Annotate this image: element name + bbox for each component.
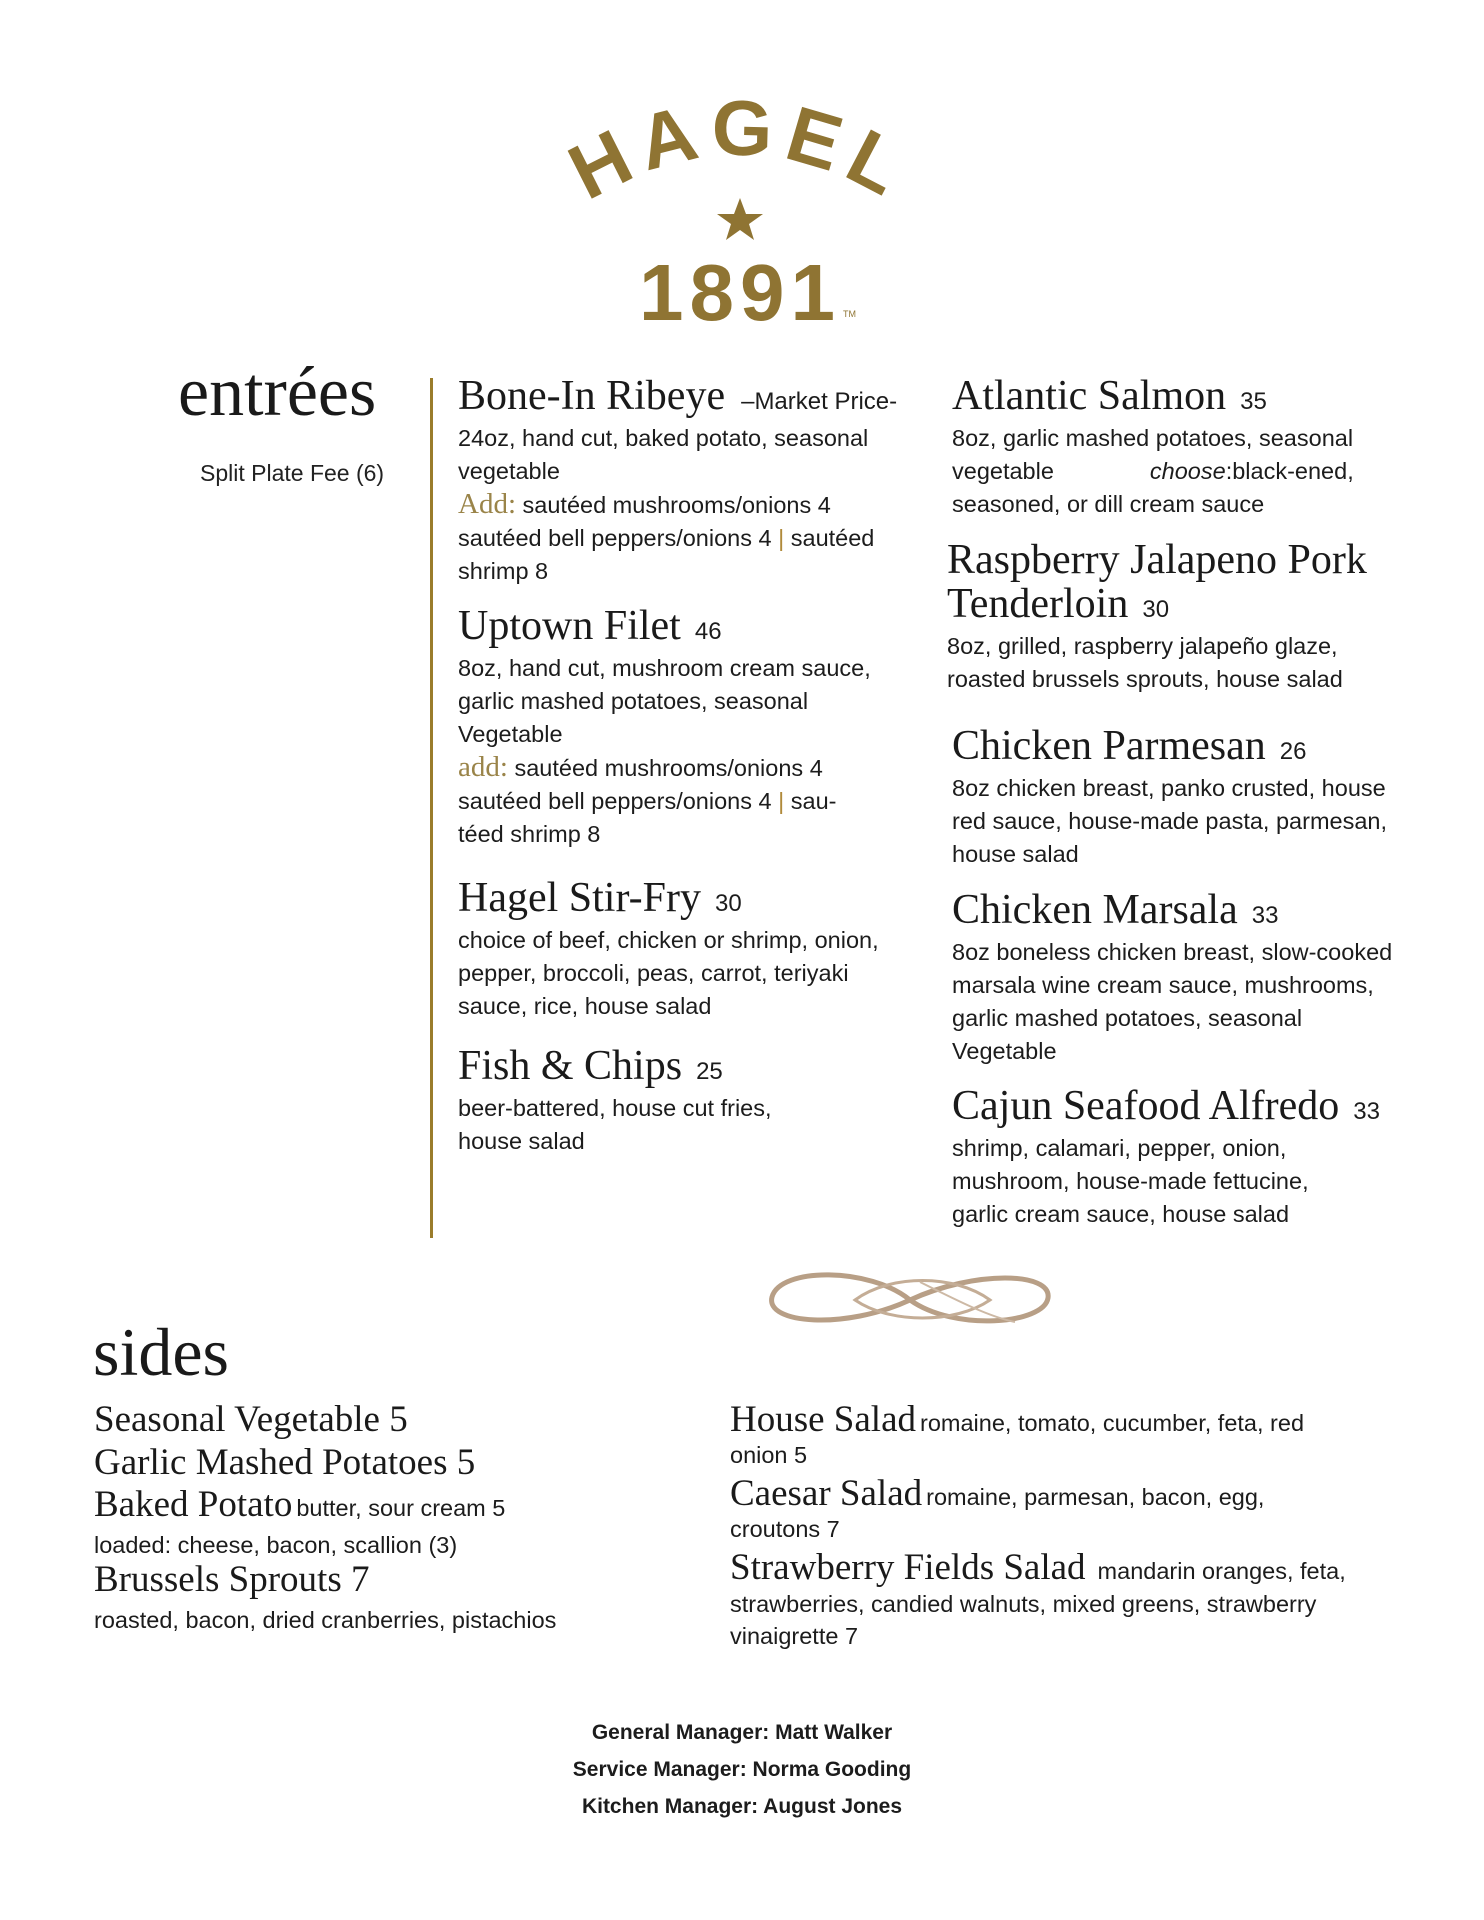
- item-desc: garlic cream sauce, house salad: [952, 1201, 1290, 1228]
- side-brussels-sprouts: Brussels Sprouts 7: [94, 1559, 370, 1600]
- side-name: Baked Potato: [94, 1484, 293, 1525]
- service-manager: Service Manager: Norma Gooding: [572, 1758, 912, 1781]
- side-house-salad: [730, 1400, 1304, 1441]
- svg-text:1891: 1891: [639, 248, 841, 335]
- item-price: 30: [714, 890, 742, 917]
- menu-item-uptown-filet: [458, 604, 918, 851]
- svg-text:TM: TM: [843, 309, 856, 319]
- add-option: sautéed mushrooms/onions 4: [514, 755, 823, 782]
- add-option: sautéed mushrooms/onions 4: [522, 492, 831, 519]
- item-name: Chicken Parmesan: [952, 723, 1266, 769]
- item-price: 33: [1251, 902, 1279, 929]
- item-desc: pepper, broccoli, peas, carrot, teriyaki: [458, 960, 849, 987]
- item-name: Bone-In Ribeye: [458, 373, 726, 419]
- add-option: sautéed bell peppers/onions 4: [458, 525, 772, 552]
- item-desc: marsala wine cream sauce, mushrooms,: [952, 972, 1374, 999]
- managers-footer: [0, 1714, 1484, 1825]
- item-desc: red sauce, house-made pasta, parmesan,: [952, 808, 1388, 835]
- item-name: Fish & Chips: [458, 1043, 683, 1089]
- decorative-swirl-icon: [760, 1262, 1060, 1337]
- side-seasonal-vegetable: Seasonal Vegetable 5: [94, 1399, 408, 1440]
- add-option: téed shrimp 8: [458, 821, 601, 848]
- add-label: add:: [458, 751, 508, 784]
- item-name: Chicken Marsala: [952, 887, 1238, 933]
- item-desc: sauce, rice, house salad: [458, 993, 712, 1020]
- side-desc: mandarin oranges, feta,: [1097, 1558, 1346, 1584]
- side-strawberry-fields-salad: [730, 1548, 1346, 1589]
- general-manager: General Manager: Matt Walker: [591, 1721, 893, 1744]
- menu-item-fish-chips: [458, 1044, 918, 1158]
- item-desc: 24oz, hand cut, baked potato, seasonal: [458, 425, 869, 452]
- item-price: 35: [1240, 388, 1267, 415]
- side-name: Strawberry Fields Salad: [730, 1547, 1086, 1588]
- item-desc: mushroom, house-made fettucine,: [952, 1168, 1309, 1195]
- item-desc: Vegetable: [952, 1038, 1057, 1065]
- separator: |: [778, 525, 785, 552]
- item-name: Hagel Stir-Fry: [458, 875, 701, 921]
- item-desc: house salad: [952, 841, 1079, 868]
- item-desc: garlic mashed potatoes, seasonal: [458, 688, 809, 715]
- item-desc: vegetable: [458, 458, 560, 485]
- side-desc: romaine, tomato, cucumber, feta, red: [920, 1410, 1305, 1436]
- item-desc: seasoned, or dill cream sauce: [952, 491, 1265, 518]
- side-desc: onion 5: [730, 1442, 808, 1468]
- item-price: 25: [696, 1058, 723, 1085]
- add-option: sau-: [790, 788, 837, 815]
- item-desc: beer-battered, house cut fries,: [458, 1095, 772, 1122]
- svg-text:HAGEL: HAGEL: [555, 95, 926, 217]
- side-caesar-salad: [730, 1474, 1264, 1515]
- side-desc: croutons 7: [730, 1516, 840, 1542]
- item-desc: :black-ened,: [1225, 458, 1354, 485]
- item-desc: shrimp, calamari, pepper, onion,: [952, 1135, 1287, 1162]
- item-desc: Vegetable: [458, 721, 563, 748]
- item-desc: vegetable: [952, 458, 1054, 485]
- menu-item-raspberry-jalapeno-pork: [947, 538, 1422, 696]
- side-loaded-option: loaded: cheese, bacon, scallion (3): [94, 1532, 458, 1558]
- item-desc: 8oz, garlic mashed potatoes, seasonal: [952, 425, 1354, 452]
- add-option: sautéed bell peppers/onions 4: [458, 788, 772, 815]
- item-price: 26: [1279, 738, 1307, 765]
- menu-item-bone-in-ribeye: [458, 374, 918, 588]
- split-plate-fee: Split Plate Fee (6): [200, 460, 385, 486]
- kitchen-manager: Kitchen Manager: August Jones: [581, 1795, 903, 1818]
- menu-item-hagel-stir-fry: [458, 876, 918, 1023]
- side-desc: strawberries, candied walnuts, mixed greens, strawberry: [730, 1591, 1317, 1617]
- side-garlic-mashed: Garlic Mashed Potatoes 5: [94, 1442, 476, 1483]
- side-desc: romaine, parmesan, bacon, egg,: [926, 1484, 1265, 1510]
- side-name: House Salad: [730, 1399, 916, 1440]
- side-baked-potato: [94, 1485, 505, 1526]
- item-price: 33: [1353, 1098, 1380, 1125]
- item-name: Tenderloin: [947, 581, 1129, 628]
- side-desc: butter, sour cream 5: [296, 1495, 506, 1521]
- item-name: Cajun Seafood Alfredo: [952, 1083, 1340, 1129]
- add-option: sautéed: [790, 525, 875, 552]
- item-name: Raspberry Jalapeno Pork: [947, 537, 1367, 583]
- sides-title: sides: [93, 1314, 229, 1390]
- item-desc: 8oz chicken breast, panko crusted, house: [952, 775, 1386, 802]
- item-desc: 8oz, hand cut, mushroom cream sauce,: [458, 655, 871, 682]
- item-price: –Market Price-: [741, 388, 898, 415]
- item-desc: garlic mashed potatoes, seasonal: [952, 1005, 1303, 1032]
- item-desc: 8oz boneless chicken breast, slow-cooked: [952, 939, 1393, 966]
- separator: |: [778, 788, 785, 815]
- menu-item-chicken-parmesan: [952, 724, 1422, 871]
- item-price: 46: [694, 618, 722, 645]
- item-name: Atlantic Salmon: [952, 373, 1227, 419]
- item-desc: choice of beef, chicken or shrimp, onion,: [458, 927, 879, 954]
- menu-item-chicken-marsala: [952, 888, 1422, 1068]
- item-name: Uptown Filet: [458, 603, 681, 649]
- side-brussels-desc: roasted, bacon, dried cranberries, pistachios: [94, 1607, 557, 1633]
- menu-item-atlantic-salmon: [952, 374, 1422, 521]
- side-name: Caesar Salad: [730, 1473, 923, 1514]
- side-desc: vinaigrette 7: [730, 1623, 859, 1649]
- add-option: shrimp 8: [458, 558, 549, 585]
- choose-label: choose: [1149, 458, 1226, 485]
- vertical-divider: [430, 378, 433, 1238]
- hagel-1891-logo: [535, 95, 945, 335]
- menu-item-cajun-seafood-alfredo: [952, 1084, 1422, 1231]
- item-price: 30: [1142, 596, 1170, 624]
- item-desc: 8oz, grilled, raspberry jalapeño glaze,: [947, 633, 1338, 660]
- item-desc: house salad: [458, 1128, 585, 1155]
- entrees-title: entrées: [178, 354, 377, 431]
- item-desc: roasted brussels sprouts, house salad: [947, 666, 1343, 693]
- add-label: Add:: [458, 488, 516, 521]
